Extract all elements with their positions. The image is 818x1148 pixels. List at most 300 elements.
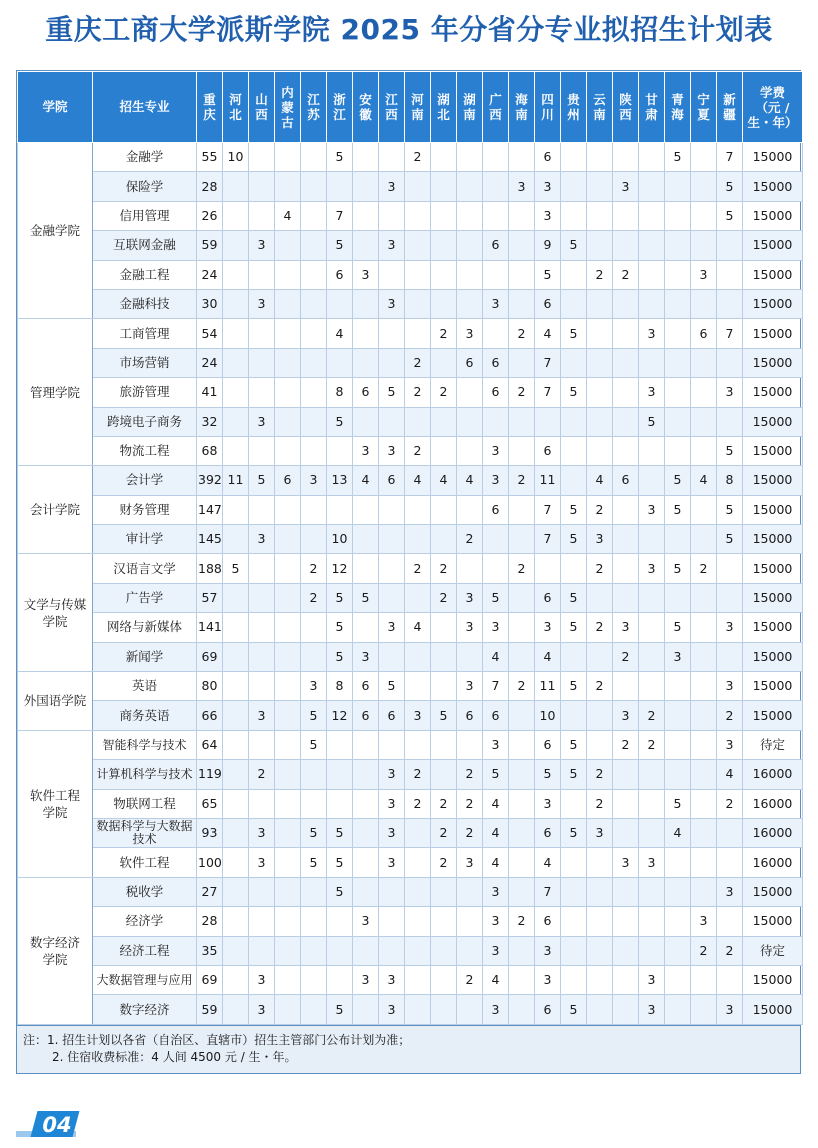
quota-chongqing-cell: 69	[197, 965, 223, 994]
quota-cell	[431, 260, 457, 289]
fee-cell: 16000	[743, 789, 803, 818]
quota-cell	[613, 583, 639, 612]
quota-cell: 3	[379, 289, 405, 318]
quota-cell	[717, 818, 743, 847]
quota-cell: 6	[327, 260, 353, 289]
quota-cell: 2	[717, 701, 743, 730]
quota-cell	[509, 289, 535, 318]
quota-cell: 4	[535, 848, 561, 877]
quota-cell	[639, 201, 665, 230]
quota-cell	[717, 642, 743, 671]
quota-cell: 2	[613, 642, 639, 671]
quota-cell	[301, 642, 327, 671]
quota-cell	[301, 348, 327, 377]
quota-cell	[457, 936, 483, 965]
quota-cell: 3	[379, 965, 405, 994]
quota-cell	[301, 260, 327, 289]
header-province-char: 西	[255, 107, 268, 122]
quota-cell: 4	[275, 201, 301, 230]
quota-cell	[691, 583, 717, 612]
quota-chongqing-cell: 66	[197, 701, 223, 730]
quota-cell: 5	[327, 642, 353, 671]
quota-cell: 2	[509, 466, 535, 495]
quota-cell	[301, 525, 327, 554]
quota-cell	[691, 965, 717, 994]
quota-chongqing-cell: 26	[197, 201, 223, 230]
quota-cell: 3	[457, 613, 483, 642]
quota-cell	[509, 730, 535, 759]
college-name-line: 外国语学院	[23, 693, 87, 709]
quota-cell: 2	[405, 436, 431, 465]
quota-cell: 6	[483, 701, 509, 730]
quota-cell	[275, 260, 301, 289]
quota-cell	[587, 907, 613, 936]
quota-cell	[587, 642, 613, 671]
quota-cell: 4	[717, 760, 743, 789]
header-province	[691, 72, 717, 143]
header-province-char: 疆	[723, 107, 736, 122]
quota-cell	[301, 378, 327, 407]
quota-cell	[717, 289, 743, 318]
quota-cell: 2	[509, 672, 535, 701]
header-fee-line: （元 /	[755, 99, 790, 115]
quota-cell	[613, 907, 639, 936]
quota-cell	[483, 260, 509, 289]
quota-cell: 4	[483, 848, 509, 877]
quota-cell	[717, 583, 743, 612]
quota-cell	[275, 231, 301, 260]
quota-cell	[587, 407, 613, 436]
quota-cell	[691, 877, 717, 906]
quota-cell	[301, 289, 327, 318]
quota-cell	[665, 672, 691, 701]
quota-cell: 2	[509, 378, 535, 407]
quota-cell	[223, 848, 249, 877]
quota-cell	[405, 201, 431, 230]
quota-cell: 11	[535, 466, 561, 495]
major-cell: 汉语言文学	[93, 554, 197, 583]
major-cell: 网络与新媒体	[93, 613, 197, 642]
table-body	[18, 143, 803, 1025]
quota-cell: 2	[301, 583, 327, 612]
quota-cell	[353, 495, 379, 524]
quota-cell	[665, 407, 691, 436]
header-province-char: 四	[541, 92, 554, 107]
table-row	[18, 407, 803, 436]
fee-cell: 15000	[743, 378, 803, 407]
quota-cell	[717, 554, 743, 583]
header-province-char: 青	[671, 92, 684, 107]
quota-cell: 2	[587, 260, 613, 289]
quota-cell	[353, 407, 379, 436]
quota-cell	[561, 877, 587, 906]
header-college: 学院	[18, 72, 93, 143]
quota-cell: 12	[327, 554, 353, 583]
quota-chongqing-cell: 59	[197, 995, 223, 1024]
table-row	[18, 848, 803, 877]
quota-cell	[691, 525, 717, 554]
quota-cell	[249, 672, 275, 701]
header-province-char: 陕	[619, 92, 632, 107]
quota-cell: 5	[483, 583, 509, 612]
quota-cell: 3	[717, 877, 743, 906]
quota-cell	[275, 936, 301, 965]
quota-cell	[301, 613, 327, 642]
quota-cell: 3	[353, 907, 379, 936]
header-province	[249, 72, 275, 143]
quota-cell	[535, 554, 561, 583]
quota-cell: 3	[613, 701, 639, 730]
quota-cell	[587, 936, 613, 965]
quota-cell: 5	[301, 730, 327, 759]
quota-cell: 7	[535, 877, 561, 906]
quota-cell: 5	[431, 701, 457, 730]
quota-cell	[509, 877, 535, 906]
quota-cell	[613, 289, 639, 318]
quota-cell	[509, 143, 535, 172]
quota-cell	[353, 319, 379, 348]
quota-cell: 3	[483, 936, 509, 965]
quota-cell	[717, 407, 743, 436]
quota-cell	[405, 525, 431, 554]
quota-cell	[509, 495, 535, 524]
quota-cell	[249, 495, 275, 524]
quota-cell	[431, 936, 457, 965]
quota-cell: 5	[665, 613, 691, 642]
quota-cell	[691, 613, 717, 642]
table-row	[18, 965, 803, 994]
quota-cell	[613, 407, 639, 436]
quota-cell: 9	[535, 231, 561, 260]
quota-cell: 3	[301, 466, 327, 495]
major-cell: 财务管理	[93, 495, 197, 524]
quota-cell	[587, 143, 613, 172]
quota-cell	[691, 995, 717, 1024]
quota-cell	[379, 936, 405, 965]
table-row	[18, 583, 803, 612]
quota-chongqing-cell: 392	[197, 466, 223, 495]
quota-cell	[613, 818, 639, 847]
college-name-line: 学院	[42, 613, 68, 629]
quota-cell	[457, 730, 483, 759]
quota-cell	[353, 172, 379, 201]
major-cell: 保险学	[93, 172, 197, 201]
header-province-char: 宁	[697, 92, 710, 107]
quota-chongqing-cell: 59	[197, 231, 223, 260]
table-row	[18, 701, 803, 730]
header-major: 招生专业	[93, 72, 197, 143]
quota-cell	[509, 818, 535, 847]
header-province	[457, 72, 483, 143]
quota-chongqing-cell: 54	[197, 319, 223, 348]
fee-cell: 15000	[743, 672, 803, 701]
quota-cell	[379, 260, 405, 289]
quota-chongqing-cell: 145	[197, 525, 223, 554]
quota-cell: 3	[379, 995, 405, 1024]
quota-cell	[353, 877, 379, 906]
quota-chongqing-cell: 35	[197, 936, 223, 965]
quota-cell: 2	[457, 818, 483, 847]
header-province-char: 庆	[203, 107, 216, 122]
quota-cell	[691, 730, 717, 759]
college-cell	[18, 319, 93, 466]
header-province-char: 苏	[307, 107, 320, 122]
header-province	[405, 72, 431, 143]
quota-cell	[223, 172, 249, 201]
quota-cell	[613, 672, 639, 701]
quota-cell	[639, 143, 665, 172]
quota-cell: 6	[457, 348, 483, 377]
quota-cell	[639, 436, 665, 465]
quota-cell: 5	[561, 319, 587, 348]
major-cell: 广告学	[93, 583, 197, 612]
quota-cell	[509, 436, 535, 465]
quota-cell: 2	[405, 789, 431, 818]
quota-cell: 5	[327, 995, 353, 1024]
quota-cell: 7	[535, 378, 561, 407]
quota-cell: 5	[327, 848, 353, 877]
quota-cell	[587, 701, 613, 730]
quota-chongqing-cell: 32	[197, 407, 223, 436]
page-number: 04	[42, 1113, 72, 1137]
quota-cell	[587, 877, 613, 906]
quota-cell: 2	[587, 760, 613, 789]
header-province-char: 西	[619, 107, 632, 122]
quota-cell	[301, 907, 327, 936]
quota-cell	[223, 407, 249, 436]
quota-cell	[431, 525, 457, 554]
quota-cell: 2	[431, 789, 457, 818]
header-province-char: 海	[671, 107, 684, 122]
quota-cell: 3	[353, 965, 379, 994]
quota-cell: 2	[587, 672, 613, 701]
quota-cell	[691, 407, 717, 436]
quota-chongqing-cell: 188	[197, 554, 223, 583]
quota-chongqing-cell: 28	[197, 172, 223, 201]
quota-cell: 5	[379, 378, 405, 407]
quota-cell	[431, 143, 457, 172]
table-row	[18, 289, 803, 318]
quota-cell	[691, 642, 717, 671]
quota-cell	[691, 818, 717, 847]
quota-cell: 3	[717, 672, 743, 701]
header-province	[509, 72, 535, 143]
quota-cell: 2	[639, 730, 665, 759]
quota-cell	[665, 907, 691, 936]
table-row	[18, 877, 803, 906]
header-province-char: 古	[281, 114, 294, 130]
quota-cell	[613, 201, 639, 230]
quota-cell: 2	[405, 554, 431, 583]
quota-cell: 3	[249, 965, 275, 994]
quota-cell	[327, 789, 353, 818]
quota-cell	[379, 407, 405, 436]
quota-cell: 3	[509, 172, 535, 201]
quota-cell: 5	[535, 260, 561, 289]
quota-cell	[691, 672, 717, 701]
quota-cell	[275, 877, 301, 906]
quota-cell: 5	[327, 613, 353, 642]
quota-cell: 3	[587, 818, 613, 847]
quota-cell: 2	[457, 789, 483, 818]
quota-cell: 3	[717, 613, 743, 642]
quota-cell	[353, 936, 379, 965]
quota-cell	[431, 760, 457, 789]
quota-cell	[223, 231, 249, 260]
quota-cell	[613, 348, 639, 377]
quota-cell	[665, 936, 691, 965]
quota-cell	[639, 907, 665, 936]
quota-cell: 5	[301, 701, 327, 730]
quota-cell: 5	[327, 407, 353, 436]
quota-cell	[665, 231, 691, 260]
enrollment-plan-table	[17, 71, 803, 1025]
college-name-line: 会计学院	[29, 502, 80, 518]
quota-cell	[275, 289, 301, 318]
quota-cell	[509, 789, 535, 818]
quota-cell: 5	[327, 143, 353, 172]
table-row	[18, 436, 803, 465]
quota-cell	[665, 289, 691, 318]
header-province-char: 河	[411, 92, 424, 107]
quota-cell: 3	[613, 613, 639, 642]
major-cell: 数字经济	[93, 995, 197, 1024]
quota-cell: 3	[691, 260, 717, 289]
table-row	[18, 348, 803, 377]
college-cell	[18, 143, 93, 319]
quota-cell	[457, 378, 483, 407]
quota-cell	[405, 583, 431, 612]
header-province-char: 浙	[333, 92, 346, 107]
quota-cell	[223, 907, 249, 936]
quota-cell: 2	[249, 760, 275, 789]
note-line-2: 2. 住宿收费标准：4 人间 4500 元 / 生・年。	[52, 1049, 297, 1064]
quota-cell	[587, 730, 613, 759]
header-province	[301, 72, 327, 143]
quota-cell	[223, 642, 249, 671]
quota-cell	[691, 172, 717, 201]
quota-cell: 6	[483, 231, 509, 260]
header-province-char: 南	[463, 107, 476, 122]
quota-cell	[327, 907, 353, 936]
quota-cell: 2	[613, 260, 639, 289]
quota-cell	[379, 642, 405, 671]
header-province-char: 川	[541, 107, 554, 122]
fee-cell: 15000	[743, 525, 803, 554]
quota-cell	[405, 995, 431, 1024]
quota-cell	[613, 231, 639, 260]
quota-cell: 4	[405, 613, 431, 642]
quota-cell	[639, 172, 665, 201]
enrollment-plan-sheet	[16, 70, 801, 1074]
quota-cell	[353, 231, 379, 260]
header-province	[275, 72, 301, 143]
major-cell: 金融科技	[93, 289, 197, 318]
quota-cell	[275, 907, 301, 936]
quota-cell	[717, 231, 743, 260]
fee-cell: 15000	[743, 583, 803, 612]
quota-cell: 3	[717, 995, 743, 1024]
quota-chongqing-cell: 41	[197, 378, 223, 407]
quota-cell	[275, 378, 301, 407]
table-row	[18, 260, 803, 289]
fee-cell: 15000	[743, 260, 803, 289]
quota-cell	[483, 525, 509, 554]
quota-cell	[483, 172, 509, 201]
quota-cell	[379, 583, 405, 612]
quota-cell	[691, 789, 717, 818]
quota-cell	[509, 965, 535, 994]
quota-cell	[327, 289, 353, 318]
quota-cell	[665, 760, 691, 789]
quota-cell: 2	[431, 818, 457, 847]
quota-cell	[275, 495, 301, 524]
quota-cell	[249, 554, 275, 583]
quota-cell: 3	[639, 319, 665, 348]
quota-cell: 6	[535, 730, 561, 759]
quota-cell: 2	[431, 378, 457, 407]
quota-cell	[327, 436, 353, 465]
quota-cell: 3	[613, 848, 639, 877]
quota-cell: 3	[639, 995, 665, 1024]
quota-cell	[223, 436, 249, 465]
quota-cell	[561, 965, 587, 994]
quota-cell	[301, 407, 327, 436]
quota-cell	[223, 525, 249, 554]
quota-cell	[691, 848, 717, 877]
major-cell: 智能科学与技术	[93, 730, 197, 759]
quota-cell	[457, 907, 483, 936]
quota-cell: 7	[717, 143, 743, 172]
quota-cell	[275, 525, 301, 554]
header-fee-line: 生・年）	[747, 114, 798, 130]
quota-cell: 5	[717, 436, 743, 465]
quota-cell: 3	[639, 965, 665, 994]
quota-cell: 6	[483, 378, 509, 407]
quota-cell	[379, 525, 405, 554]
table-row	[18, 231, 803, 260]
quota-cell	[665, 583, 691, 612]
quota-cell	[561, 789, 587, 818]
quota-cell: 3	[457, 672, 483, 701]
header-province-char: 夏	[697, 107, 710, 122]
quota-cell: 6	[535, 143, 561, 172]
quota-cell	[249, 319, 275, 348]
header-province-char: 州	[567, 107, 580, 122]
quota-cell: 5	[561, 730, 587, 759]
quota-cell	[665, 201, 691, 230]
quota-cell	[613, 936, 639, 965]
quota-cell: 3	[535, 613, 561, 642]
quota-cell: 3	[535, 789, 561, 818]
quota-cell	[405, 319, 431, 348]
quota-cell: 2	[587, 554, 613, 583]
quota-cell	[665, 319, 691, 348]
quota-cell: 6	[353, 378, 379, 407]
quota-cell	[483, 143, 509, 172]
quota-cell	[275, 642, 301, 671]
quota-cell	[353, 848, 379, 877]
quota-cell	[665, 995, 691, 1024]
table-row	[18, 907, 803, 936]
quota-cell	[587, 172, 613, 201]
fee-cell: 15000	[743, 436, 803, 465]
table-row	[18, 789, 803, 818]
quota-cell: 4	[587, 466, 613, 495]
quota-cell: 5	[561, 613, 587, 642]
quota-cell	[691, 289, 717, 318]
quota-cell	[249, 378, 275, 407]
